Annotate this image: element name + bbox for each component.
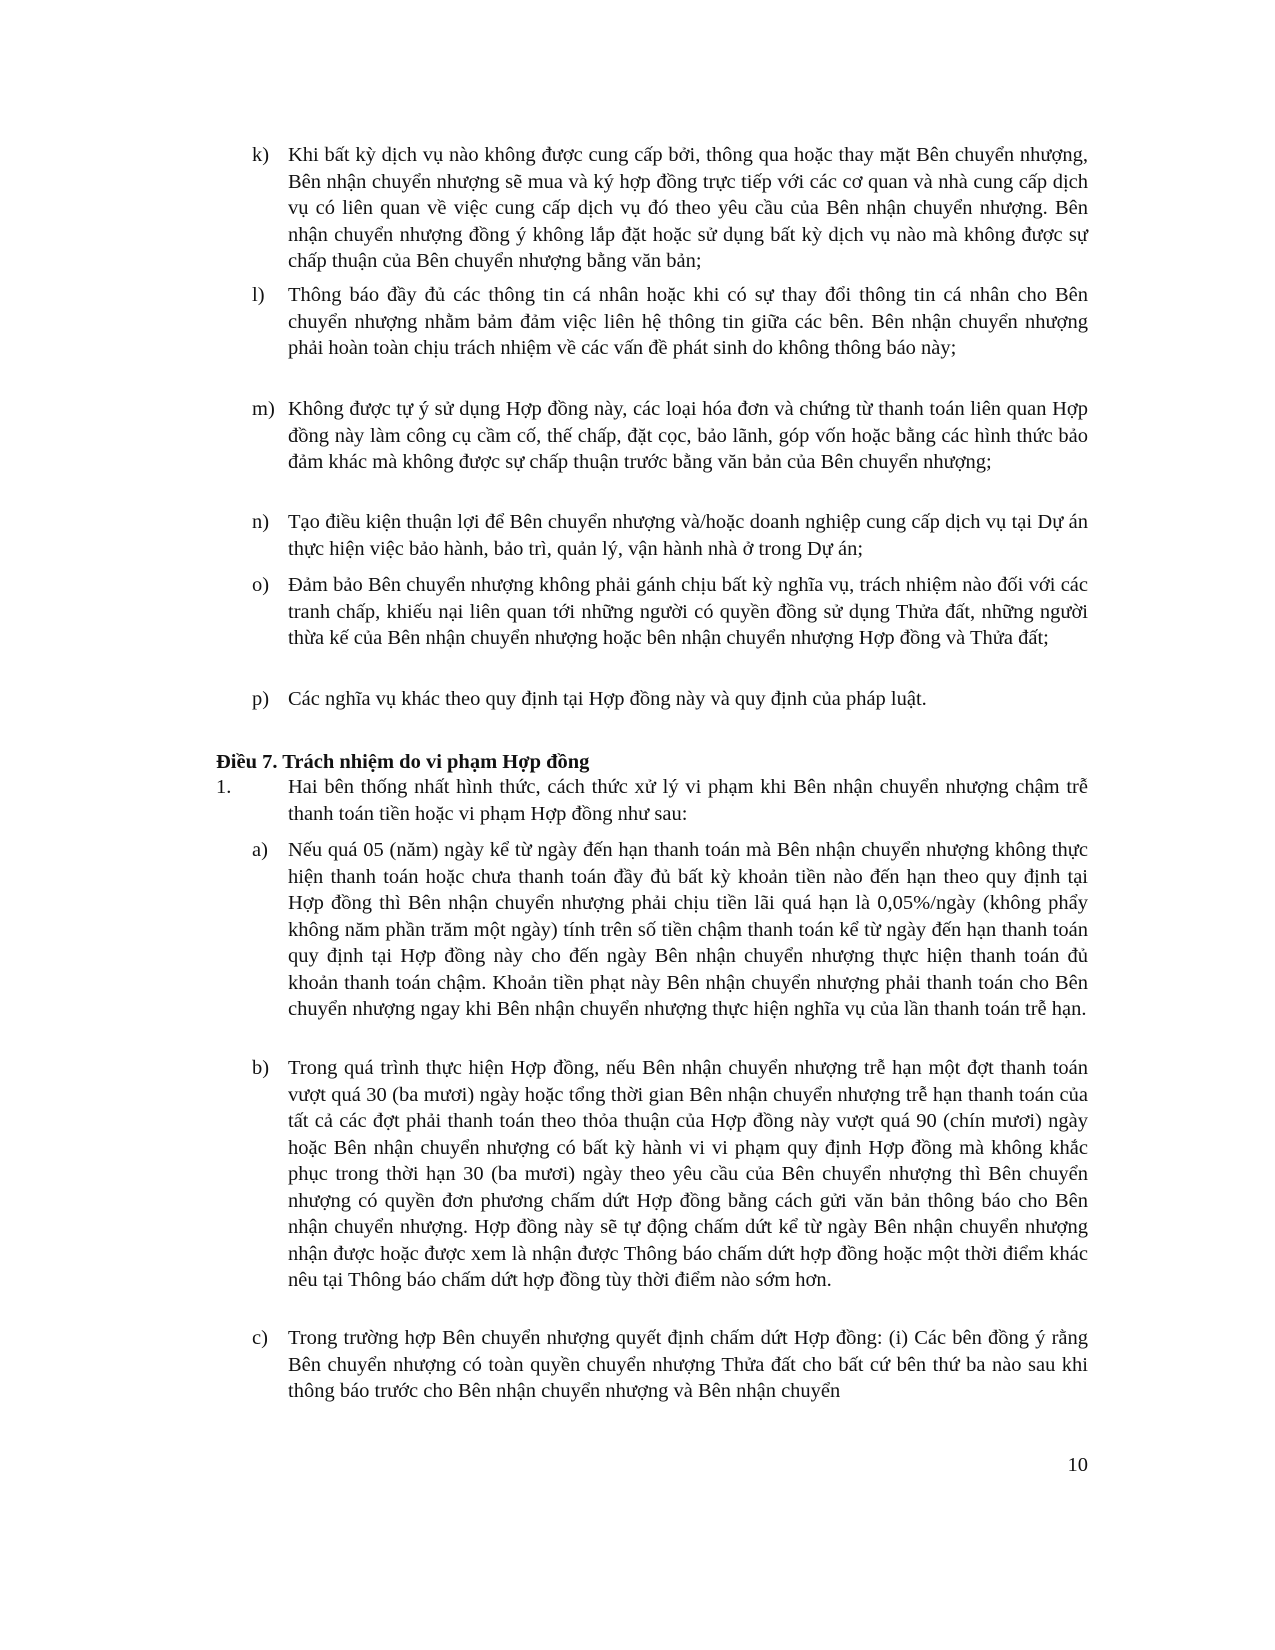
list-item-p xyxy=(252,686,1088,713)
list-item-o xyxy=(252,572,1088,652)
clause-1 xyxy=(216,774,1088,827)
list-item-text: Khi bất kỳ dịch vụ nào không được cung cấp bởi, thông qua hoặc thay mặt Bên chuyển nhượng, Bên nhận chuyển nhượng sẽ mua và ký hợp đồng trực tiếp với các cơ quan và nhà cung cấp dịch vụ có liên quan về việc cung cấp dịch vụ đó theo yêu cầu của Bên nhận chuyển nhượng. Bên nhận chuyển nhượng đồng ý không lắp đặt hoặc sử dụng bất kỳ dịch vụ nào mà không được sự chấp thuận của Bên chuyển nhượng bằng văn bản; xyxy=(288,144,1088,272)
clause-marker: 1. xyxy=(216,776,232,798)
list-item-m xyxy=(252,396,1088,476)
list-item-n xyxy=(252,509,1088,562)
list-item-text: Thông báo đầy đủ các thông tin cá nhân hoặc khi có sự thay đổi thông tin cá nhân cho Bên chuyển nhượng nhằm bảm đảm việc liên hệ thông tin giữa các bên. Bên nhận chuyển nhượng phải hoàn toàn chịu trách nhiệm về các vấn đề phát sinh do không thông báo này; xyxy=(288,284,1088,359)
list-marker: n) xyxy=(252,511,270,533)
list-marker: l) xyxy=(252,284,265,306)
page-number: 10 xyxy=(1067,1454,1088,1476)
list-marker: k) xyxy=(252,144,270,166)
list-item-k xyxy=(252,142,1088,275)
list-item-text: Trong trường hợp Bên chuyển nhượng quyết định chấm dứt Hợp đồng: (i) Các bên đồng ý rằng Bên chuyển nhượng có toàn quyền chuyển nhượng Thửa đất cho bất cứ bên thứ ba nào sau khi thông báo trước cho Bên nhận chuyển nhượng và Bên nhận chuyển xyxy=(288,1327,1088,1402)
list-item-a xyxy=(252,837,1088,1023)
list-marker: b) xyxy=(252,1057,270,1079)
list-item-c xyxy=(252,1325,1088,1405)
list-item-b xyxy=(252,1055,1088,1294)
list-marker: m) xyxy=(252,398,275,420)
list-item-text: Các nghĩa vụ khác theo quy định tại Hợp đồng này và quy định của pháp luật. xyxy=(288,688,927,710)
clause-text: Hai bên thống nhất hình thức, cách thức xử lý vi phạm khi Bên nhận chuyển nhượng chậm trễ thanh toán tiền hoặc vi phạm Hợp đồng như sau: xyxy=(288,776,1088,825)
list-marker: a) xyxy=(252,839,268,861)
list-item-text: Nếu quá 05 (năm) ngày kể từ ngày đến hạn thanh toán mà Bên nhận chuyển nhượng không thực hiện thanh toán hoặc chưa thanh toán đầy đủ bất kỳ khoản tiền nào đến hạn theo quy định tại Hợp đồng thì Bên nhận chuyển nhượng phải chịu tiền lãi quá hạn là 0,05%/ngày (không phẩy không năm phần trăm một ngày) tính trên số tiền chậm thanh toán kể từ ngày đến hạn thanh toán quy định tại Hợp đồng này cho đến ngày Bên nhận chuyển nhượng thực hiện thanh toán đủ khoản thanh toán chậm. Khoản tiền phạt này Bên nhận chuyển nhượng phải thanh toán cho Bên chuyển nhượng ngay khi Bên nhận chuyển nhượng thực hiện nghĩa vụ của lần thanh toán trễ hạn. xyxy=(288,839,1088,1020)
list-marker: o) xyxy=(252,574,270,596)
list-item-text: Tạo điều kiện thuận lợi để Bên chuyển nhượng và/hoặc doanh nghiệp cung cấp dịch vụ tại Dự án thực hiện việc bảo hành, bảo trì, quản lý, vận hành nhà ở trong Dự án; xyxy=(288,511,1088,560)
article-heading: Điều 7. Trách nhiệm do vi phạm Hợp đồng xyxy=(216,751,590,773)
list-marker: c) xyxy=(252,1327,268,1349)
list-item-text: Không được tự ý sử dụng Hợp đồng này, các loại hóa đơn và chứng từ thanh toán liên quan Hợp đồng này làm công cụ cầm cố, thế chấp, đặt cọc, bảo lãnh, góp vốn hoặc bằng các hình thức bảo đảm khác mà không được sự chấp thuận trước bằng văn bản của Bên chuyển nhượng; xyxy=(288,398,1088,473)
list-marker: p) xyxy=(252,688,270,710)
list-item-text: Trong quá trình thực hiện Hợp đồng, nếu Bên nhận chuyển nhượng trễ hạn một đợt thanh toán vượt quá 30 (ba mươi) ngày hoặc tổng thời gian Bên nhận chuyển nhượng trễ hạn thanh toán của tất cả các đợt phải thanh toán theo thỏa thuận của Hợp đồng này vượt quá 90 (chín mươi) ngày hoặc Bên nhận chuyển nhượng có bất kỳ hành vi vi phạm quy định Hợp đồng mà không khắc phục trong thời hạn 30 (ba mươi) ngày theo yêu cầu của Bên chuyển nhượng thì Bên chuyển nhượng có quyền đơn phương chấm dứt Hợp đồng bằng cách gửi văn bản thông báo cho Bên nhận chuyển nhượng. Hợp đồng này sẽ tự động chấm dứt kể từ ngày Bên nhận chuyển nhượng nhận được hoặc được xem là nhận được Thông báo chấm dứt hợp đồng hoặc một thời điểm khác nêu tại Thông báo chấm dứt hợp đồng tùy thời điểm nào sớm hơn. xyxy=(288,1057,1088,1291)
list-item-l xyxy=(252,282,1088,362)
list-item-text: Đảm bảo Bên chuyển nhượng không phải gánh chịu bất kỳ nghĩa vụ, trách nhiệm nào đối với các tranh chấp, khiếu nại liên quan tới những người có quyền đồng sử dụng Thửa đất, những người thừa kế của Bên nhận chuyển nhượng hoặc bên nhận chuyển nhượng Hợp đồng và Thửa đất; xyxy=(288,574,1088,649)
